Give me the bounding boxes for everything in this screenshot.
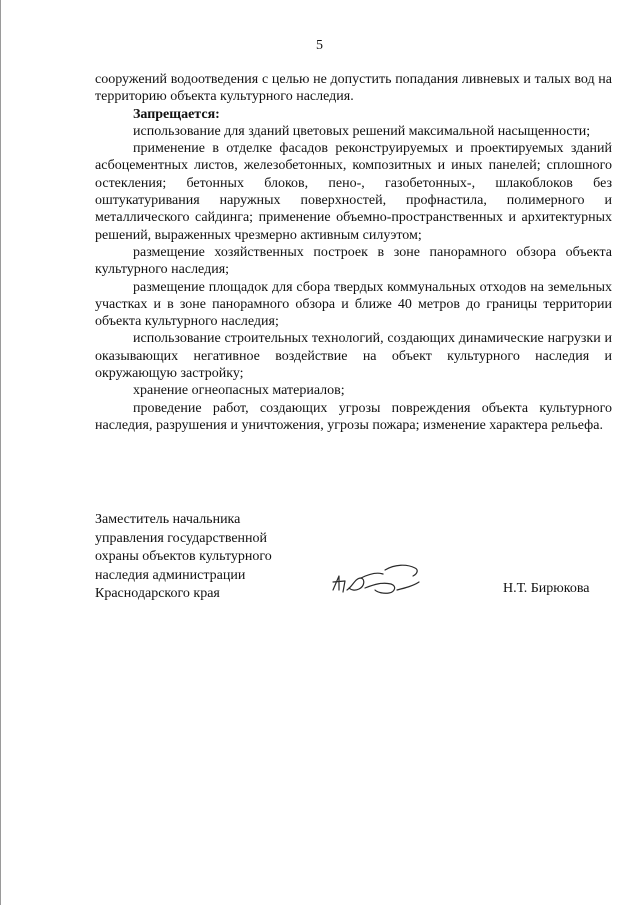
position-line: наследия администрации: [95, 567, 246, 583]
page-number: 5: [316, 38, 323, 53]
paragraph-works-threats: проведение работ, создающих угрозы повреждения объекта культурного наследия, разрушения и уничтожения, угрозы пожара; изменение характера рельефа.: [95, 400, 612, 433]
handwritten-signature: [325, 560, 437, 600]
paragraph-outbuildings: размещение хозяйственных построек в зоне панорамного обзора объекта культурного наследия;: [95, 244, 612, 278]
paragraph-waste-sites: размещение площадок для сбора твердых коммунальных отходов на земельных участках и в зоне панорамного обзора и ближе 40 метров до границы территории объекта культурного наследия;: [95, 279, 612, 330]
paragraph-facade-materials: применение в отделке фасадов реконструируемых и проектируемых зданий асбоцементных листов, железобетонных, композитных и иных панелей; сплошного остекления; бетонных блоков, пено-, газобетонных-, шлакоблоков без оштукатуривания наружных поверхностей, профнастила, полимерного и металлического сайдинга; применение объемно-пространственных и архитектурных решений, выраженных чрезмерно активным силуэтом;: [95, 141, 612, 243]
position-line: охраны объектов культурного: [95, 549, 272, 565]
position-line: Заместитель начальника: [95, 512, 241, 527]
prohibited-heading: Запрещается:: [133, 106, 220, 122]
document-body: [95, 71, 612, 434]
paragraph-color-solutions: использование для зданий цветовых решений максимальной насыщенности;: [133, 123, 591, 139]
position-line: Краснодарского края: [95, 586, 220, 602]
position-line: управления государственной: [95, 530, 268, 546]
paragraph-construction-technologies: использование строительных технологий, создающих динамические нагрузки и оказывающих негативное воздействие на объект культурного наследия и окружающую застройку;: [95, 331, 612, 382]
paragraph-drainage: сооружений водоотведения с целью не допустить попадания ливневых и талых вод на территорию объекта культурного наследия.: [95, 72, 612, 105]
paragraph-flammable-materials: хранение огнеопасных материалов;: [133, 383, 345, 399]
signatory-name: Н.Т. Бирюкова: [503, 581, 590, 596]
page-edge: [0, 0, 1, 905]
